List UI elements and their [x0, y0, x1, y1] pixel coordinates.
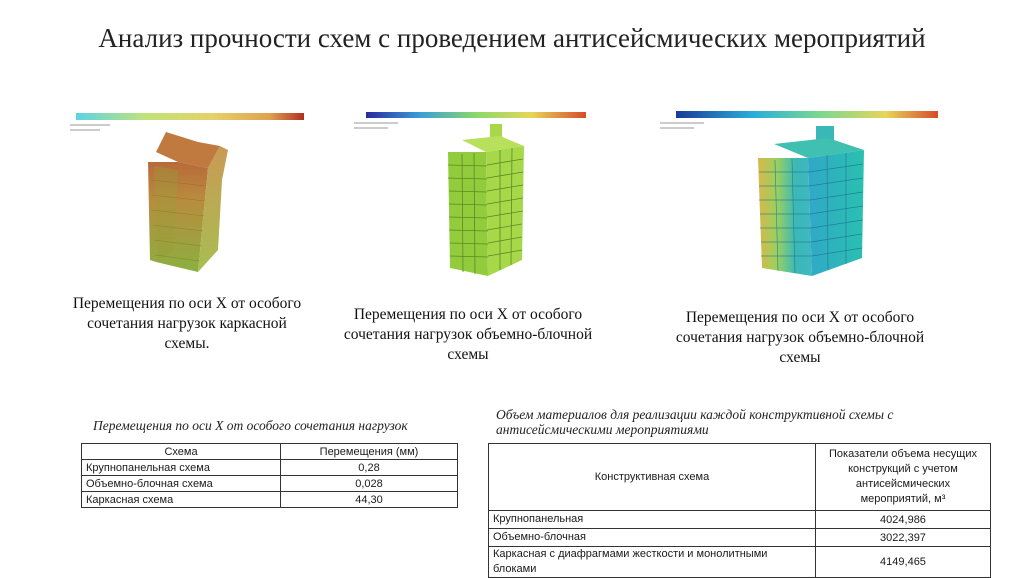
table-header-row: [489, 444, 991, 511]
volume-cell: 4149,465: [816, 547, 991, 578]
scheme-cell: Объемно-блочная: [489, 529, 816, 547]
table-header-row: [82, 444, 458, 460]
displacement-table: [81, 443, 458, 508]
volume-cell: 4024,986: [816, 511, 991, 529]
table-row: [489, 529, 991, 547]
figure-caption-volume-block-scheme-1: Перемещения по оси X от особого сочетания нагрузок объемно-блочной схемы: [343, 306, 593, 363]
figure-caption-frame-scheme: Перемещения по оси X от особого сочетания нагрузок каркасной схемы.: [72, 295, 302, 352]
volume-cell: 3022,397: [816, 529, 991, 547]
table-row: [489, 511, 991, 529]
table-row: [82, 476, 458, 492]
volume-block-model-graphic-2: [658, 108, 948, 278]
volume-block-scheme-displacement-image-1: [352, 110, 600, 282]
figure-caption-volume-block-scheme-2: Перемещения по оси X от особого сочетания нагрузок объемно-блочной схемы: [675, 309, 925, 366]
scheme-cell: Каркасная с диафрагмами жесткости и монолитными блоками: [489, 547, 816, 578]
table-row: [82, 460, 458, 476]
volume-block-scheme-displacement-image-2: [658, 108, 948, 278]
displacement-cell: 0,28: [281, 460, 458, 476]
displacement-table-caption: Перемещения по оси X от особого сочетания нагрузок: [93, 418, 408, 433]
materials-table: [488, 443, 991, 578]
displacement-cell: 44,30: [281, 492, 458, 508]
column-header-structural-scheme: Конструктивная схема: [489, 444, 816, 511]
materials-table-caption: Объем материалов для реализации каждой конструктивной схемы с антисейсмическими мероприятиями: [496, 407, 894, 437]
slide-title: Анализ прочности схем с проведением антисейсмических мероприятий: [98, 23, 926, 53]
column-header-volume: Показатели объема несущих конструкций с учетом антисейсмических мероприятий, м³: [816, 444, 991, 511]
frame-scheme-displacement-image: [68, 110, 306, 286]
table-row: [82, 492, 458, 508]
frame-scheme-model-graphic: [68, 110, 306, 286]
displacement-cell: 0,028: [281, 476, 458, 492]
scheme-cell: Каркасная схема: [82, 492, 281, 508]
table-row: [489, 547, 991, 578]
column-header-scheme: Схема: [82, 444, 281, 460]
scheme-cell: Объемно-блочная схема: [82, 476, 281, 492]
scheme-cell: Крупнопанельная: [489, 511, 816, 529]
scheme-cell: Крупнопанельная схема: [82, 460, 281, 476]
volume-block-model-graphic-1: [352, 110, 600, 282]
column-header-displacement: Перемещения (мм): [281, 444, 458, 460]
